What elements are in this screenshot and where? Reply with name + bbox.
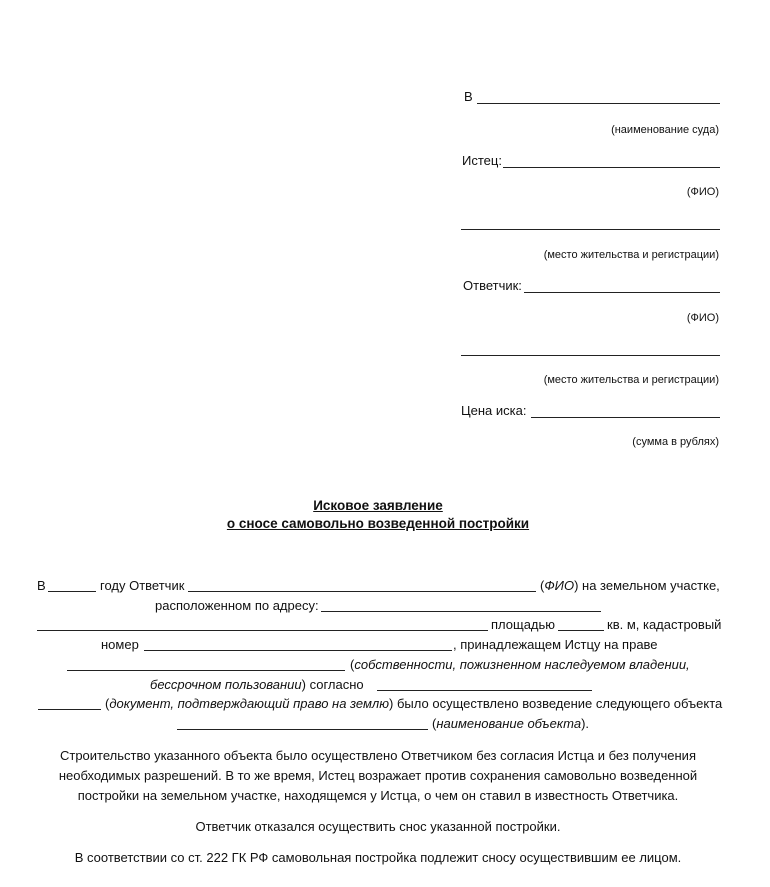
year-field[interactable] [48,591,96,592]
r6-text-a: бессрочном пользовании) согласно [150,677,364,692]
para1-line1: Строительство указанного объекта было осуществлено Ответчиком без согласия Истца и без получения [59,748,696,763]
plaintiff-label: Истец: [462,153,502,168]
defendant-fio-field[interactable] [188,591,536,592]
r5-text: (собственности, пожизненном наследуемом владении, [350,657,690,672]
court-prefix: В [464,89,473,104]
plaintiff-name-hint: (ФИО) [686,186,719,198]
r4-text-a: номер [101,637,139,652]
r1-text-c: (ФИО) на земельном участке, [540,578,720,593]
court-name-field[interactable] [477,103,720,104]
claim-price-label: Цена иска: [461,403,527,418]
para1-line3: постройки на земельном участке, находящемся у Истца, о чем он ставил в известность Ответчика. [77,788,679,803]
basis-document-field-2[interactable] [38,709,101,710]
claim-price-field[interactable] [531,417,720,418]
para1-line2: необходимых разрешений. В то же время, Истец возражает против сохранения самовольно возведенной [58,768,698,783]
plaintiff-address-hint: (место жительства и регистрации) [543,249,719,261]
defendant-address-field[interactable] [461,355,720,356]
r3-text-b: кв. м, кадастровый [607,617,722,632]
r2-text: расположенном по адресу: [155,598,319,613]
para2: Ответчик отказался осуществить снос указанной постройки. [195,819,561,834]
para3: В соответствии со ст. 222 ГК РФ самовольная постройка подлежит сносу осуществившим ее лицом. [74,850,682,865]
court-hint: (наименование суда) [611,124,719,136]
plot-address-field-2[interactable] [37,630,488,631]
defendant-name-hint: (ФИО) [686,312,719,324]
claim-price-hint: (сумма в рублях) [632,436,719,448]
defendant-address-hint: (место жительства и регистрации) [543,374,719,386]
r4-text-b: , принадлежащем Истцу на праве [453,637,658,652]
plaintiff-name-field[interactable] [503,167,720,168]
defendant-name-field[interactable] [524,292,720,293]
r8-text: (наименование объекта). [432,716,590,731]
cadastral-number-field[interactable] [144,650,452,651]
area-field[interactable] [558,630,604,631]
r7-text: (документ, подтверждающий право на землю) было осуществлено возведение следующего объекта [105,696,723,711]
object-name-field[interactable] [177,729,428,730]
r3-text-a: площадью [491,617,556,632]
r1-text-a: В [37,578,46,593]
plot-address-field[interactable] [321,611,601,612]
r1-text-b: году Ответчик [100,578,185,593]
document-subtitle: о сносе самовольно возведенной постройки [226,516,530,531]
plaintiff-address-field[interactable] [461,229,720,230]
right-type-field[interactable] [67,670,345,671]
document-title: Исковое заявление [313,498,443,513]
defendant-label: Ответчик: [463,278,522,293]
basis-document-field[interactable] [377,690,592,691]
